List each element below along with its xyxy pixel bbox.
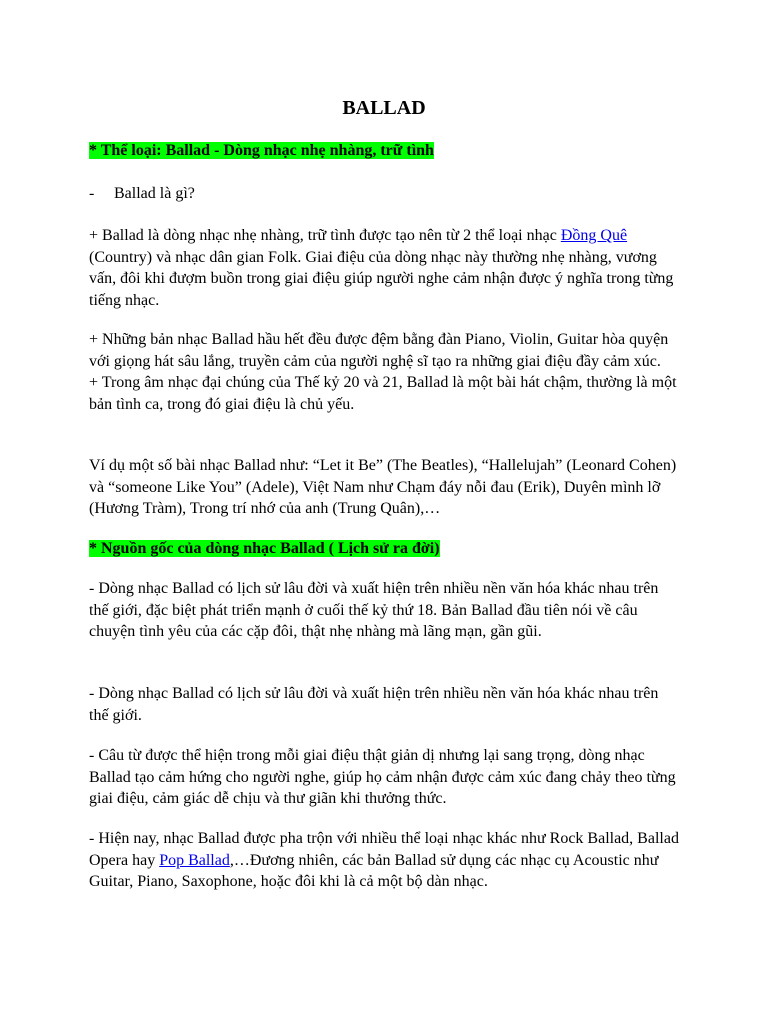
paragraph-text: (Country) và nhạc dân gian Folk. Giai điệu của dòng nhạc này thường nhẹ nhàng, vương vấn, đôi khi đượm buồn trong giai điệu giúp người nghe cảm nhận được ý nghĩa trong từng tiếng nhạc. <box>89 248 674 309</box>
document-title: BALLAD <box>342 97 426 119</box>
section-heading-origin <box>89 538 440 560</box>
heading-highlight: * Nguồn gốc của dòng nhạc Ballad ( Lịch sử ra đời) <box>89 540 440 557</box>
country-music-link[interactable]: Đồng Quê <box>560 227 628 244</box>
heading-highlight: * Thể loại: Ballad - Dòng nhạc nhẹ nhàng, trữ tình <box>89 142 434 159</box>
question-dash: - <box>89 185 95 202</box>
paragraph-history <box>89 578 679 643</box>
paragraph-history-text: - Dòng nhạc Ballad có lịch sử lâu đời và xuất hiện trên nhiều nền văn hóa khác nhau trên thế giới, đặc biệt phát triển mạnh ở cuối thế kỷ thứ 18. Bản Ballad đầu tiên nói về câu chuyện tình yêu của các cặp đôi, thật nhẹ nhàng mà lãng mạn, gần gũi. <box>89 580 659 640</box>
pop-ballad-link[interactable]: Pop Ballad <box>159 851 230 869</box>
paragraph-definition-text <box>89 225 679 311</box>
paragraph-modern-text <box>89 828 679 893</box>
paragraph-text: - Hiện nay, nhạc Ballad được pha trộn với nhiều thể loại nhạc khác như Rock Ballad, Ballad Opera hay <box>89 830 679 869</box>
question-line <box>89 183 195 205</box>
paragraph-cultures <box>89 683 679 726</box>
paragraph-popular-music-text: + Trong âm nhạc đại chúng của Thế kỷ 20 và 21, Ballad là một bài hát chậm, thường là một bản tình ca, trong đó giai điệu là chủ yếu. <box>89 374 677 413</box>
paragraph-lyrics-text: - Câu từ được thể hiện trong mỗi giai điệu thật giản dị nhưng lại sang trọng, dòng nhạc Ballad tạo cảm hứng cho người nghe, giúp họ cảm nhận được cảm xúc đang chảy theo từng giai điệu, cảm giác dễ chịu và thư giãn khi thưởng thức. <box>89 747 676 807</box>
paragraph-instruments <box>89 329 679 415</box>
paragraph-instruments-text: + Những bản nhạc Ballad hầu hết đều được đệm bằng đàn Piano, Violin, Guitar hòa quyện với giọng hát sâu lắng, truyền cảm của người nghệ sĩ tạo ra những giai điệu đầy cảm xúc. <box>89 331 669 370</box>
paragraph-cultures-text: - Dòng nhạc Ballad có lịch sử lâu đời và xuất hiện trên nhiều nền văn hóa khác nhau trên thế giới. <box>89 685 659 724</box>
paragraph-examples <box>89 455 679 520</box>
paragraph-lyrics <box>89 745 679 810</box>
paragraph-text: + Ballad là dòng nhạc nhẹ nhàng, trữ tình được tạo nên từ 2 thể loại nhạc <box>89 227 561 244</box>
paragraph-text: ,…Đương nhiên, các bản Ballad sử dụng các nhạc cụ Acoustic như Guitar, Piano, Saxophone, hoặc đôi khi là cả một bộ dàn nhạc. <box>89 851 659 890</box>
paragraph-definition <box>89 225 679 311</box>
section-heading-genre <box>89 140 434 162</box>
paragraph-modern <box>89 828 679 893</box>
paragraph-examples-text: Ví dụ một số bài nhạc Ballad như: “Let it Be” (The Beatles), “Hallelujah” (Leonard Cohen) và “someone Like You” (Adele), Việt Nam như Chạm đáy nỗi đau (Erik), Duyên mình lỡ (Hương Tràm), Trong trí nhớ của anh (Trung Quân),… <box>89 457 677 517</box>
question-text: Ballad là gì? <box>114 185 195 202</box>
